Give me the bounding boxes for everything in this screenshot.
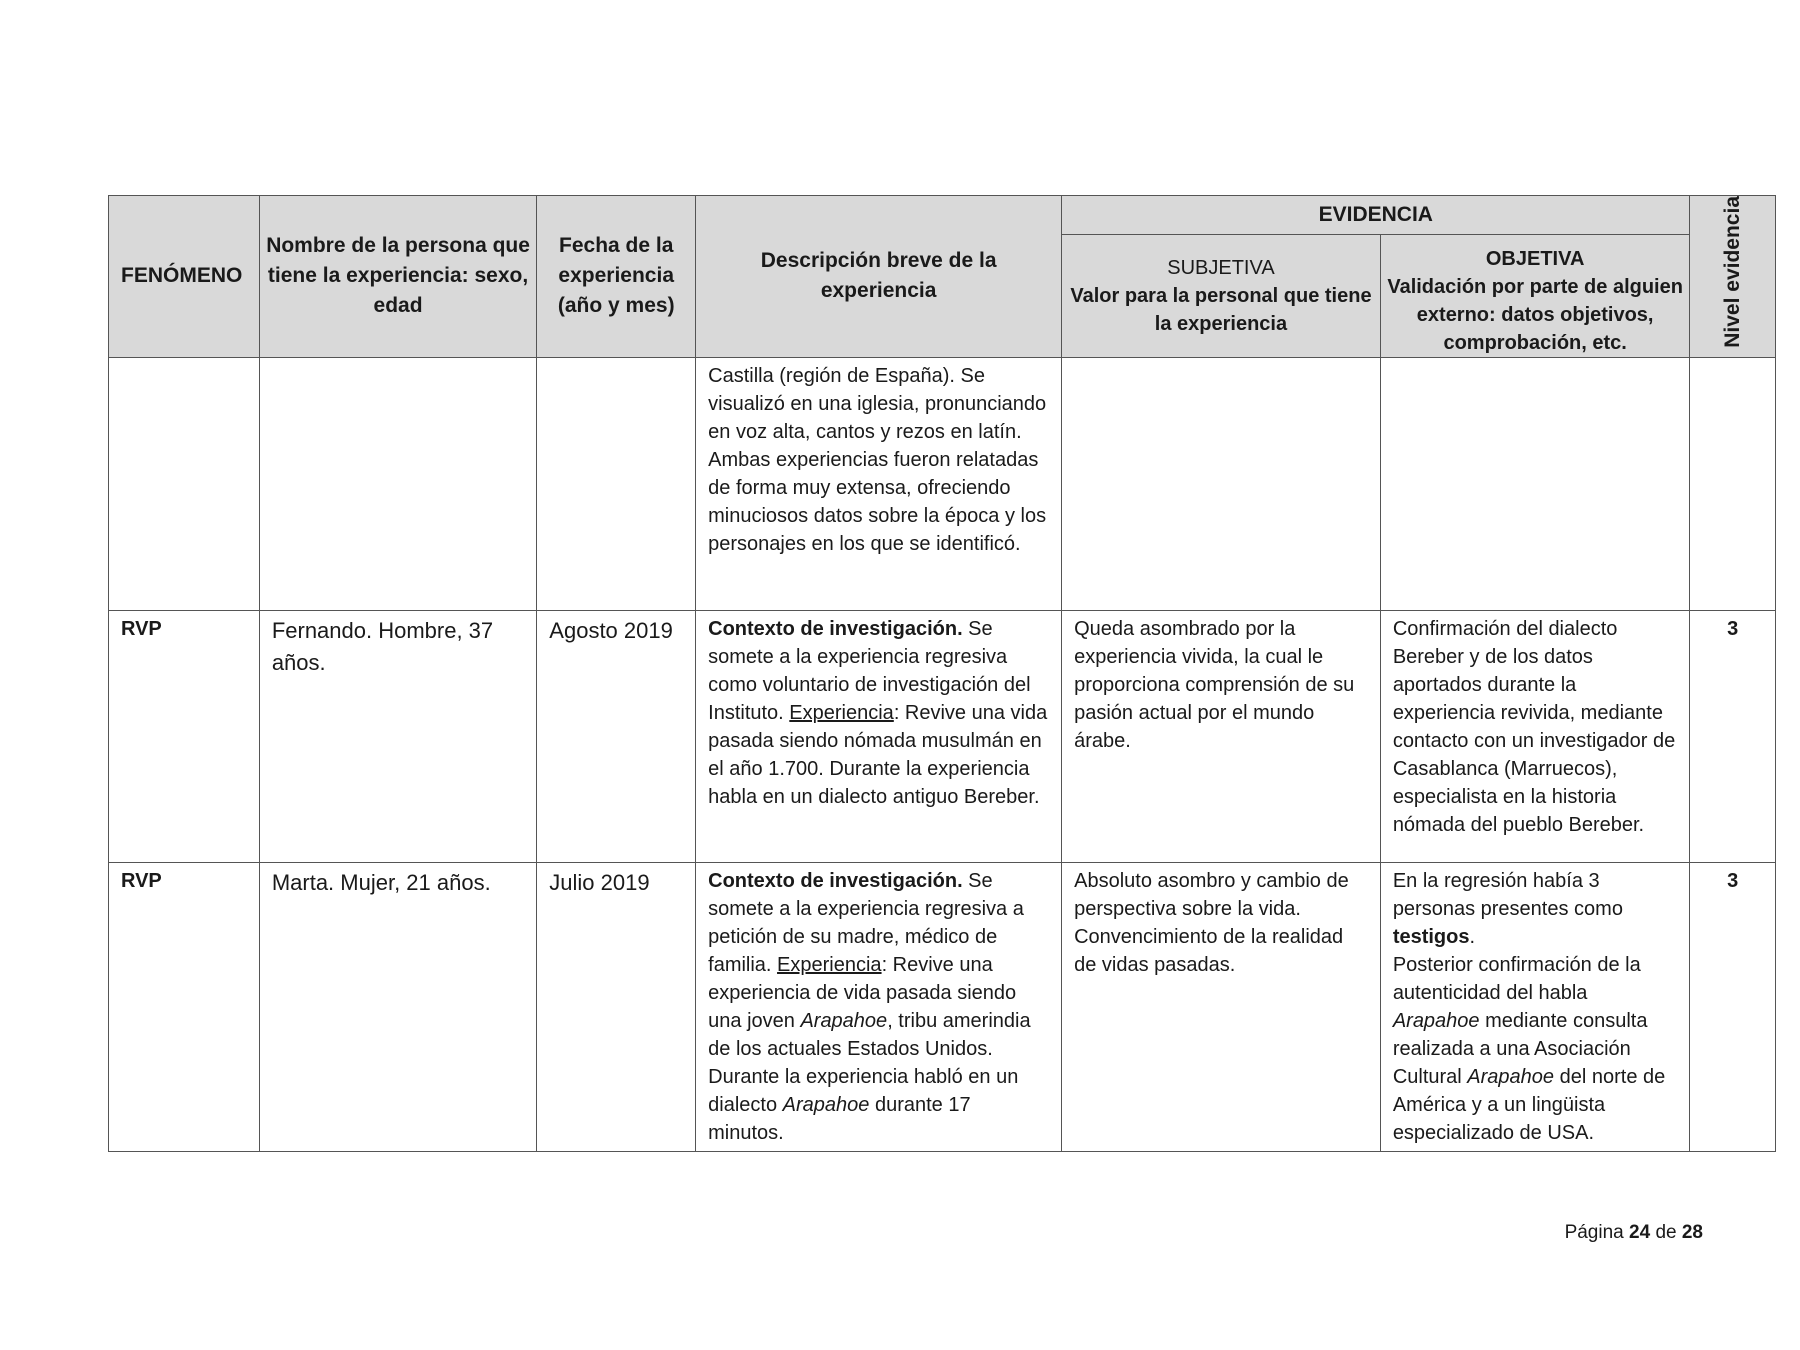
header-fecha: Fecha de la experiencia (año y mes) [537,196,696,358]
arapahoe-term: Arapahoe [1392,1009,1480,1032]
footer-page-number: 24 [1629,1222,1651,1243]
cell-fecha [537,357,696,610]
cell-subjetiva [1062,357,1381,610]
objetiva-text: En la regresión había 3 personas presentes como [1392,869,1623,920]
contexto-label: Contexto de investigación. [708,617,963,640]
header-evidencia: EVIDENCIA [1062,196,1690,235]
arapahoe-term: Arapahoe [1467,1065,1555,1088]
descripcion-paragraph: Castilla (región de España). Se visualizó en una iglesia, pronunciando en voz alta, cantos y rezos en latín. [708,364,1047,443]
table-row [109,610,1776,862]
cell-fecha: Julio 2019 [537,862,696,1151]
footer-de-label: de [1655,1222,1677,1243]
cell-descripcion [696,862,1062,1151]
cell-objetiva: Confirmación del dialecto Bereber y de los datos aportados durante la experiencia revivida, mediante contacto con un investigador de Casablanca (Marruecos), especialista en la historia nómada del pueblo Bereber. [1380,610,1690,862]
experiencia-label: Experiencia [789,701,894,724]
objetiva-paragraph [1393,867,1678,951]
objetiva-text: mediante consulta realizada a una Asociación Cultural [1392,1009,1648,1088]
cell-nivel: 3 [1690,610,1776,862]
cell-objetiva [1380,862,1690,1151]
cell-nombre: Fernando. Hombre, 37 años. [259,610,536,862]
experiencia-text: : Revive una experiencia de vida pasada siendo una joven [708,953,1017,1032]
header-subjetiva [1062,235,1381,357]
experiencia-label: Experiencia [777,953,882,976]
cell-nombre [259,357,536,610]
page-footer [1565,1222,1703,1244]
arapahoe-term: Arapahoe [800,1009,888,1032]
contexto-text: Se somete a la experiencia regresiva a petición de su madre, médico de familia. [708,869,1024,976]
experiencia-text: , tribu amerindia de los actuales Estados Unidos. Durante la experiencia habló en un dialecto [708,1009,1031,1116]
header-nivel-label: Nivel evidencia [1720,196,1744,348]
arapahoe-term: Arapahoe [782,1093,870,1116]
objetiva-text: . [1469,925,1476,948]
header-objetiva [1380,235,1690,357]
cell-objetiva [1380,357,1690,610]
footer-page-total: 28 [1681,1222,1703,1243]
cell-nivel [1690,357,1776,610]
cell-fenomeno: RVP [109,610,260,862]
experiencia-text: : Revive una vida pasada siendo nómada musulmán en el año 1.700. Durante la experiencia habla en un dialecto antiguo Bereber. [708,701,1048,808]
cell-descripcion [696,357,1062,610]
cell-fenomeno [109,357,260,610]
experiencia-text: durante 17 minutos. [708,1093,971,1144]
objetiva-paragraph [1393,951,1678,1147]
cell-nivel: 3 [1690,862,1776,1151]
cell-descripcion [696,610,1062,862]
cell-fecha: Agosto 2019 [537,610,696,862]
header-subjetiva-sub: Valor para la personal que tiene la experiencia [1070,285,1372,336]
contexto-label: Contexto de investigación. [708,869,963,892]
contexto-text: Se somete a la experiencia regresiva como voluntario de investigación del Instituto. [708,617,1031,724]
cell-subjetiva: Absoluto asombro y cambio de perspectiva sobre la vida. Convencimiento de la realidad de vidas pasadas. [1062,862,1381,1151]
evidence-table [108,195,1776,1152]
footer-pagina-label: Página [1564,1222,1624,1243]
cell-fenomeno: RVP [109,862,260,1151]
header-objetiva-title: OBJETIVA [1485,247,1585,270]
testigos-term: testigos [1392,925,1470,948]
objetiva-text: Posterior confirmación de la autenticidad del habla [1392,953,1641,1004]
header-nivel [1690,196,1776,358]
header-subjetiva-title: SUBJETIVA [1167,257,1275,280]
table-row [109,862,1776,1151]
header-objetiva-sub: Validación por parte de alguien externo: datos objetivos, comprobación, etc. [1387,275,1683,354]
header-fenomeno: FENÓMENO [109,196,260,358]
table-row [109,357,1776,610]
descripcion-paragraph: Ambas experiencias fueron relatadas de forma muy extensa, ofreciendo minuciosos datos sobre la época y los personajes en los que se identificó. [708,448,1047,555]
header-descripcion: Descripción breve de la experiencia [696,196,1062,358]
cell-subjetiva: Queda asombrado por la experiencia vivida, la cual le proporciona comprensión de su pasión actual por el mundo árabe. [1062,610,1381,862]
objetiva-text: del norte de América y a un lingüista especializado de USA. [1392,1065,1666,1144]
cell-nombre: Marta. Mujer, 21 años. [259,862,536,1151]
header-nombre: Nombre de la persona que tiene la experiencia: sexo, edad [259,196,536,358]
